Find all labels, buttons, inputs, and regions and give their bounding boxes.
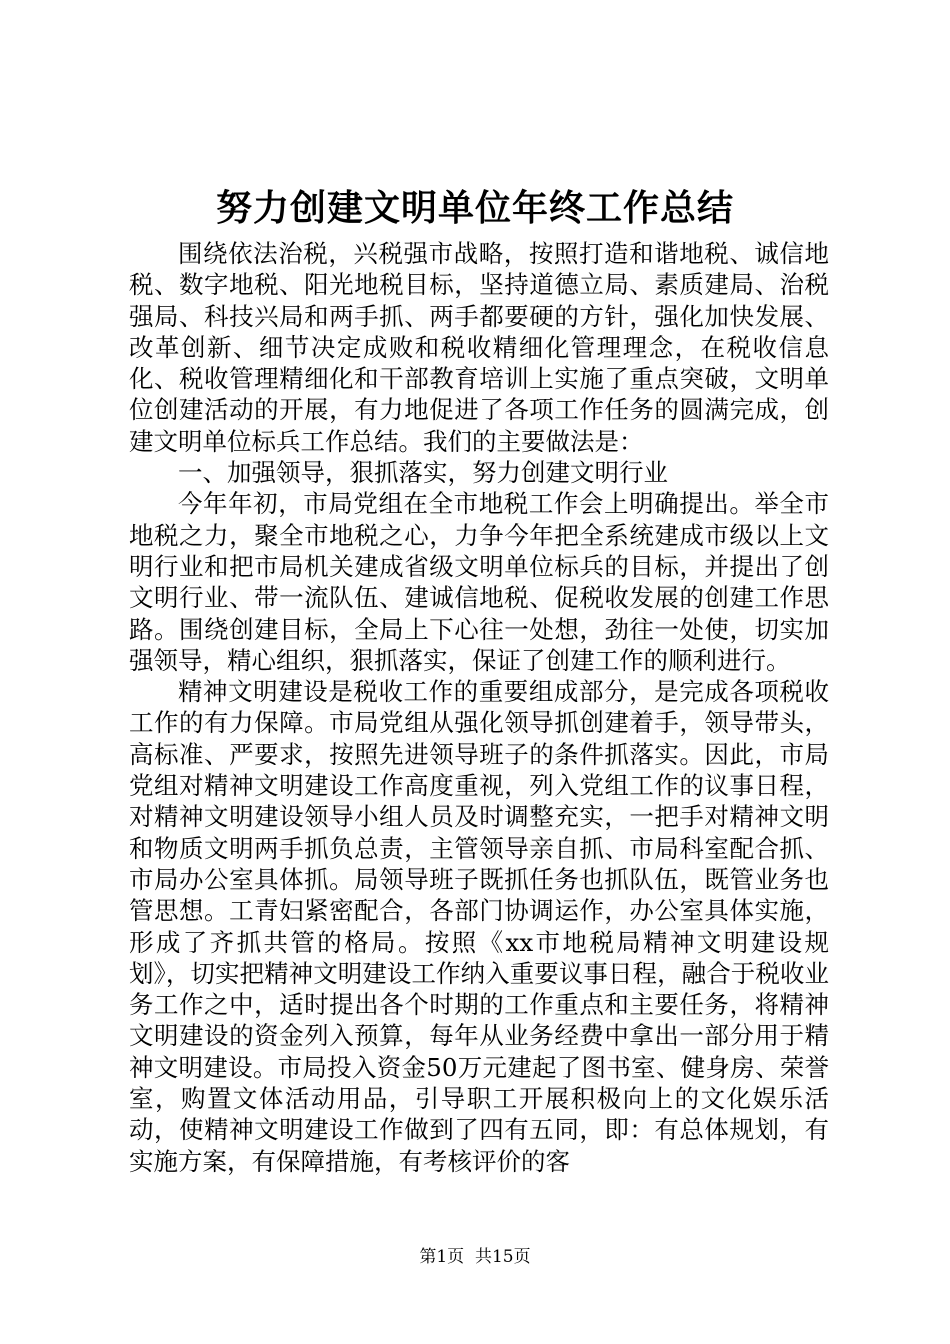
page-footer: [0, 1245, 950, 1269]
paragraph-intro: 围绕依法治税，兴税强市战略，按照打造和谐地税、诚信地税、数字地税、阳光地税目标，坚持道德立局、素质建局、治税强局、科技兴局和两手抓、两手都要硬的方针，强化加快发展、改革创新、细节决定成败和税收精细化管理理念，在税收信息化、税收管理精细化和干部教育培训上实施了重点突破，文明单位创建活动的开展，有力地促进了各项工作任务的圆满完成，创建文明单位标兵工作总结。我们的主要做法是：: [129, 239, 829, 456]
section-heading-1: 一、加强领导，狠抓落实，努力创建文明行业: [178, 458, 668, 488]
document-body: [129, 238, 829, 1177]
paragraph-early-year: 今年年初，市局党组在全市地税工作会上明确提出。举全市地税之力，聚全市地税之心，力争今年把全系统建成市级以上文明行业和把市局机关建成省级文明单位标兵的目标，并提出了创文明行业、带一流队伍、建诚信地税、促税收发展的创建工作思路。围绕创建目标，全局上下心往一处想，劲往一处使，切实加强领导，精心组织，狠抓落实，保证了创建工作的顺利进行。: [129, 489, 829, 675]
paragraph-spiritual-civilization: 精神文明建设是税收工作的重要组成部分，是完成各项税收工作的有力保障。市局党组从强化领导抓创建着手，领导带头，高标准、严要求，按照先进领导班子的条件抓落实。因此，市局党组对精神文明建设工作高度重视，列入党组工作的议事日程，对精神文明建设领导小组人员及时调整充实，一把手对精神文明和物质文明两手抓负总责，主管领导亲自抓、市局科室配合抓、市局办公室具体抓。局领导班子既抓任务也抓队伍，既管业务也管思想。工青妇紧密配合，各部门协调运作，办公室具体实施，形成了齐抓共管的格局。按照《xx市地税局精神文明建设规划》，切实把精神文明建设工作纳入重要议事日程，融合于税收业务工作之中，适时提出各个时期的工作重点和主要任务，将精神文明建设的资金列入预算，每年从业务经费中拿出一部分用于精神文明建设。市局投入资金50万元建起了图书室、健身房、荣誉室，购置文体活动用品，引导职工开展积极向上的文化娱乐活动，使精神文明建设工作做到了四有五同，即：有总体规划，有实施方案，有保障措施，有考核评价的客: [129, 677, 829, 1176]
page-number: 第1页 共15页: [419, 1247, 531, 1267]
document-title: 努力创建文明单位年终工作总结: [215, 187, 734, 229]
